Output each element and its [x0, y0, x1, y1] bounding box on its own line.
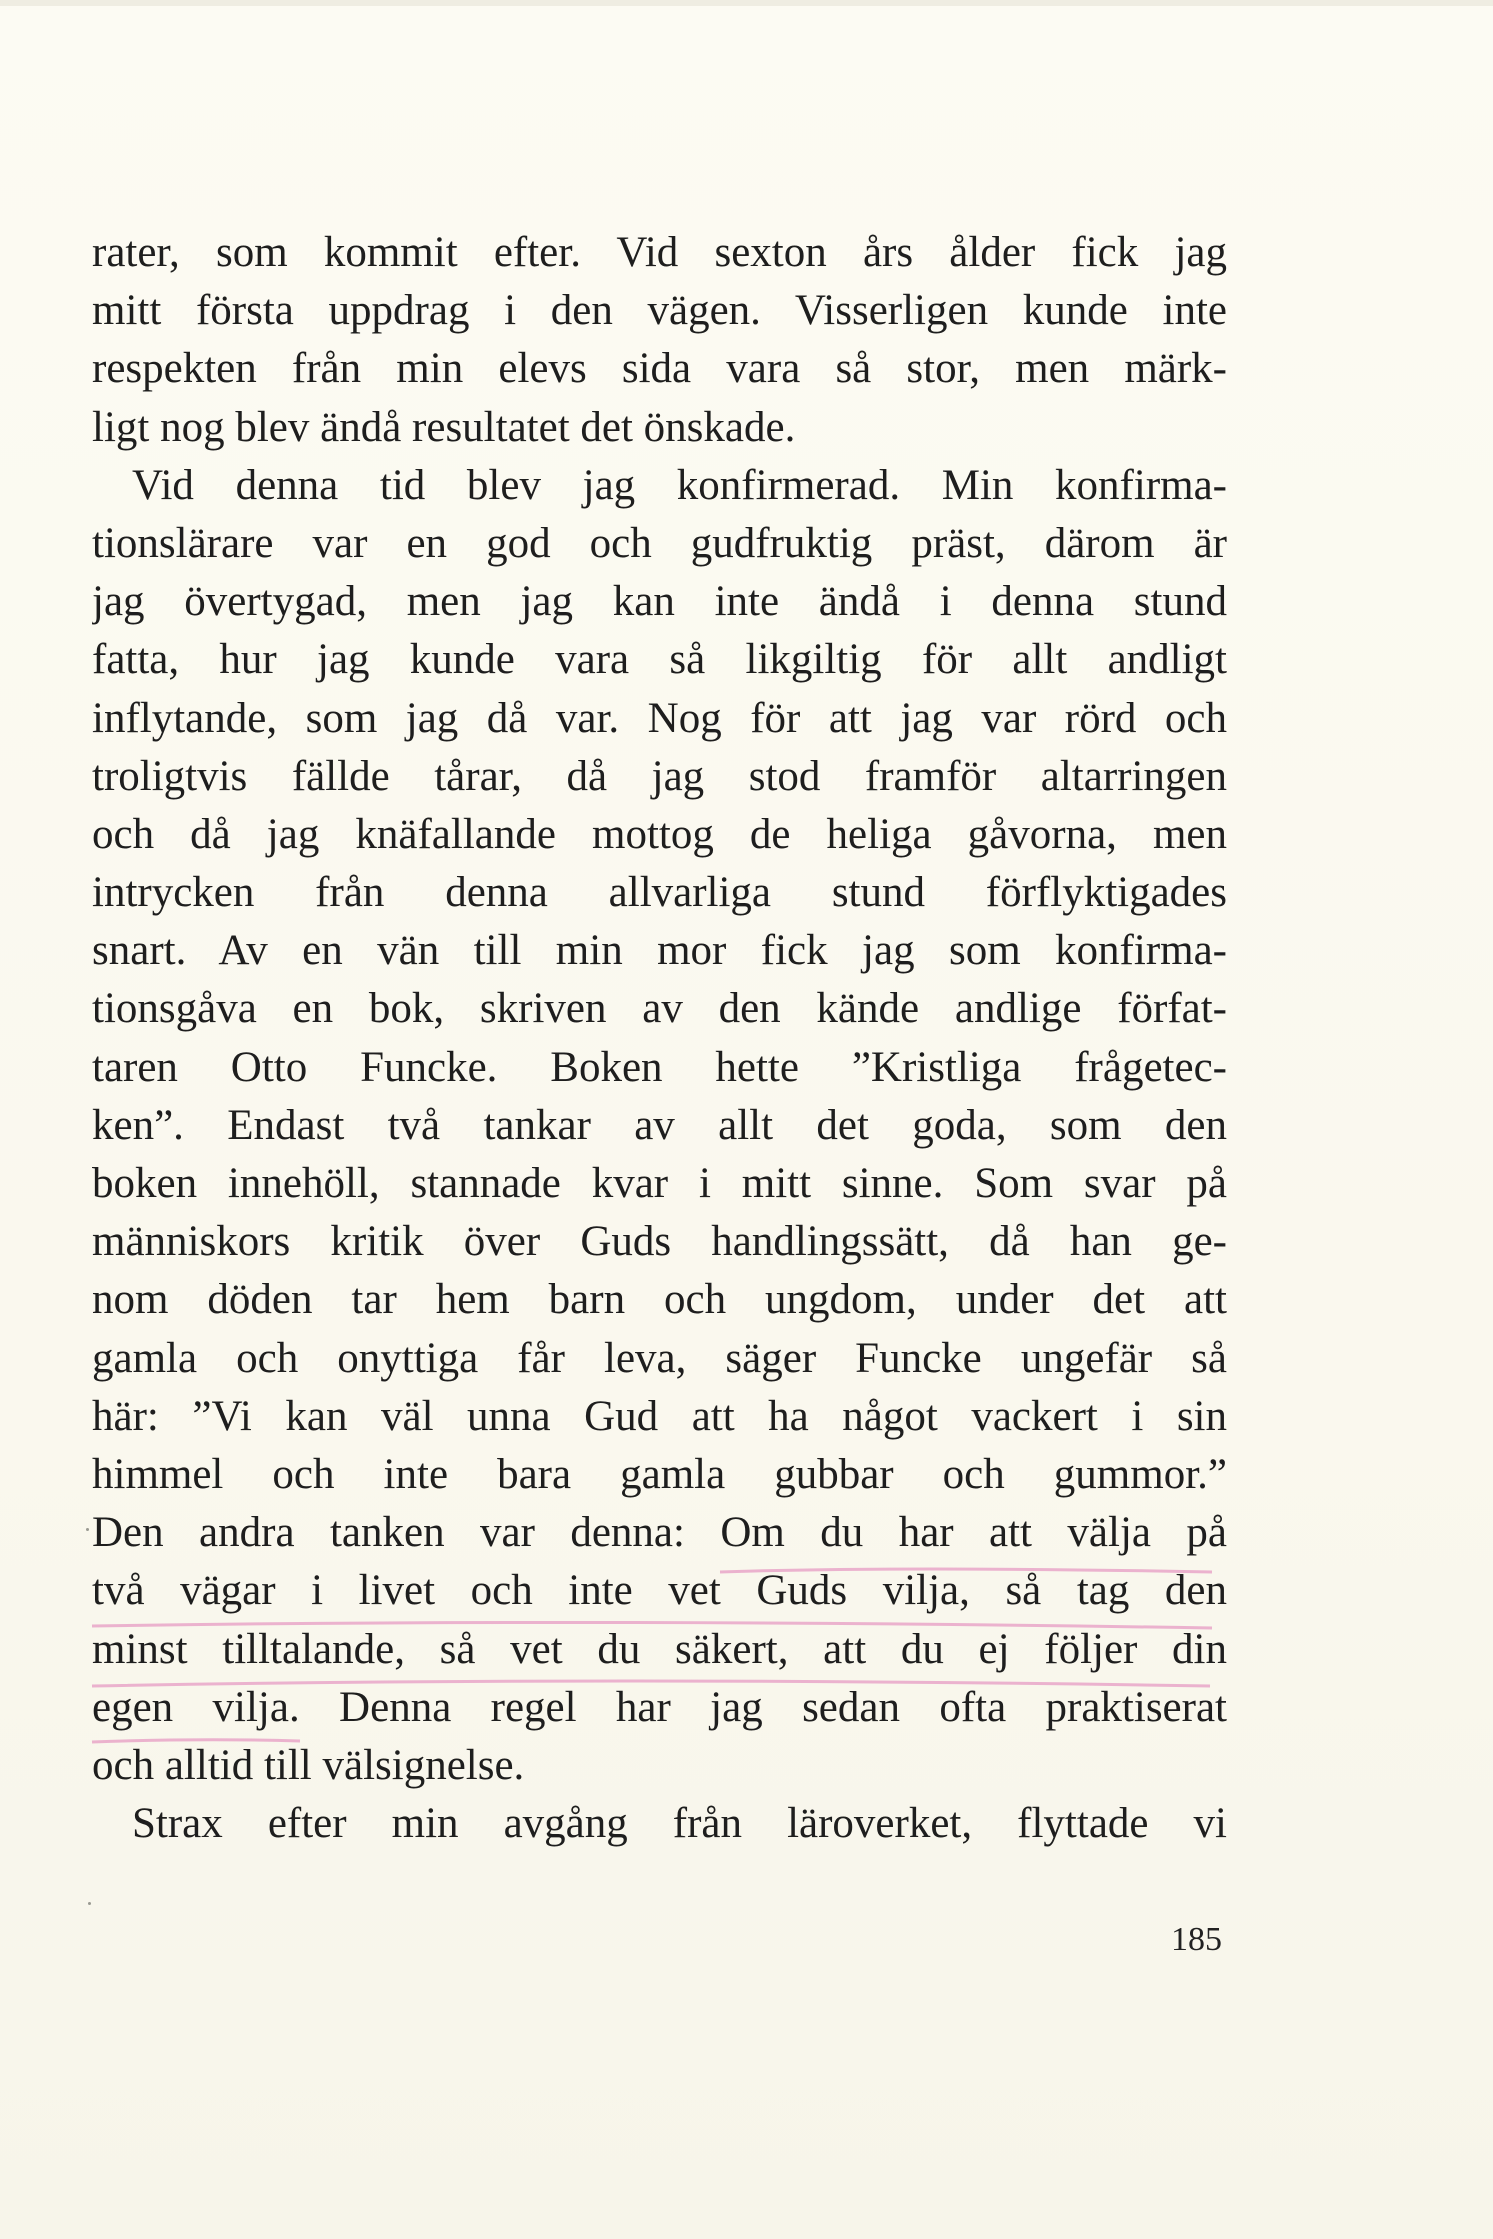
text-line: nom döden tar hem barn och ungdom, under det att — [92, 1276, 1227, 1324]
text-line: boken innehöll, stannade kvar i mitt sinne. Som svar på — [92, 1160, 1227, 1207]
text-line: intrycken från denna allvarliga stund förflyktigades — [92, 869, 1227, 917]
text-line: och alltid till välsignelse. — [92, 1741, 525, 1789]
text-line: människors kritik över Guds handlingssätt, då han ge- — [92, 1218, 1227, 1266]
text-line: rater, som kommit efter. Vid sexton års ålder fick jag — [92, 229, 1227, 276]
paper-speck — [86, 1528, 89, 1531]
text-line-highlighted: egen vilja. Denna regel har jag sedan ofta praktiserat — [92, 1683, 1227, 1731]
text-line-highlighted: Den andra tanken var denna: Om du har att välja på — [92, 1509, 1227, 1557]
text-line: mitt första uppdrag i den vägen. Visserligen kunde inte — [92, 287, 1227, 335]
text-line: jag övertygad, men jag kan inte ändå i denna stund — [92, 578, 1227, 626]
text-line: fatta, hur jag kunde vara så likgiltig för allt andligt — [92, 636, 1227, 684]
text-line: himmel och inte bara gamla gubbar och gummor.” — [92, 1450, 1227, 1498]
text-line: snart. Av en vän till min mor fick jag som konfirma- — [92, 927, 1227, 975]
text-line-highlighted: två vägar i livet och inte vet Guds vilja, så tag den — [92, 1567, 1227, 1615]
page-number: 185 — [1171, 1921, 1222, 1958]
text-line: troligtvis fällde tårar, då jag stod framför altarringen — [92, 752, 1227, 800]
body-text — [92, 224, 1227, 1853]
paper-speck — [88, 1902, 91, 1905]
text-line: och då jag knäfallande mottog de heliga gåvorna, men — [92, 810, 1227, 858]
text-line: tionslärare var en god och gudfruktig präst, därom är — [92, 519, 1227, 567]
text-line: respekten från min elevs sida vara så stor, men märk- — [92, 345, 1227, 393]
text-line: här: ”Vi kan väl unna Gud att ha något vackert i sin — [92, 1392, 1227, 1440]
text-line: taren Otto Funcke. Boken hette ”Kristliga frågetec- — [92, 1043, 1227, 1091]
text-line: inflytande, som jag då var. Nog för att jag var rörd och — [92, 694, 1227, 742]
page-top-edge — [0, 0, 1493, 6]
text-line: Vid denna tid blev jag konfirmerad. Min konfirma- — [132, 461, 1227, 509]
text-line: tionsgåva en bok, skriven av den kände andlige förfat- — [92, 985, 1227, 1033]
text-line: ligt nog blev ändå resultatet det önskade. — [92, 403, 796, 451]
text-line-highlighted: minst tilltalande, så vet du säkert, att du ej följer din — [92, 1625, 1227, 1673]
text-line: ken”. Endast två tankar av allt det goda, som den — [92, 1101, 1227, 1149]
text-line: gamla och onyttiga får leva, säger Funcke ungefär så — [92, 1334, 1227, 1382]
text-line: Strax efter min avgång från läroverket, flyttade vi — [132, 1800, 1227, 1848]
